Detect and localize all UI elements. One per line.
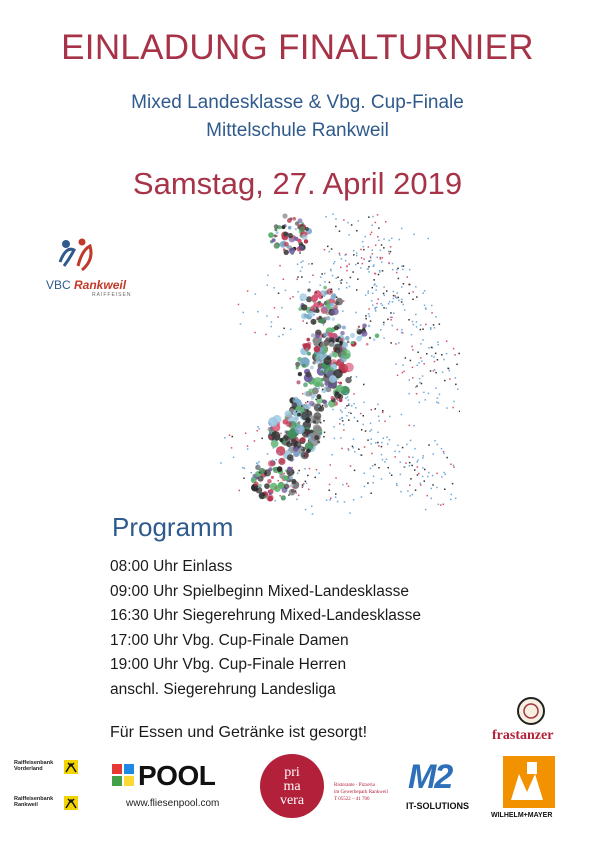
pool-url: www.fliesenpool.com <box>126 798 220 809</box>
primavera-logo <box>260 754 324 818</box>
program-item: 09:00 Uhr Spielbeginn Mixed-Landesklasse <box>110 582 409 600</box>
primavera-info <box>334 782 388 803</box>
page-title: EINLADUNG FINALTURNIER <box>61 28 534 67</box>
program-item: 16:30 Uhr Siegerehrung Mixed-Landesklasse <box>110 607 422 624</box>
wilhelm-mayer-logo-icon <box>503 756 555 808</box>
vbc-logo-sub: RAIFFEISEN <box>92 292 132 298</box>
raiffeisen-gable-icon <box>64 796 78 810</box>
m2-logo-sub: IT-SOLUTIONS <box>406 801 469 811</box>
wilhelm-mayer-text: WILHELM+MAYER <box>491 812 553 819</box>
vbc-logo-icon <box>52 236 100 276</box>
program-item: 08:00 Uhr Einlass <box>110 558 233 575</box>
raiffeisen-rankweil-logo <box>14 796 53 808</box>
raiffeisen-gable-icon <box>64 760 78 774</box>
program-item: 19:00 Uhr Vbg. Cup-Finale Herren <box>110 656 347 673</box>
raiffeisen-1-line1: Raiffeisenbank <box>14 760 54 766</box>
frastanzer-logo-text: frastanzer <box>492 728 554 743</box>
food-note: Für Essen und Getränke ist gesorgt! <box>110 724 368 741</box>
frastanzer-emblem-icon <box>516 696 546 726</box>
program-item: anschl. Siegerehrung Landesliga <box>110 680 336 698</box>
primavera-text-1: pri <box>284 765 300 780</box>
raiffeisen-2-line1: Raiffeisenbank <box>14 796 54 802</box>
volleyball-player-illustration <box>200 195 460 515</box>
primavera-line1: Ristorante · Pizzeria <box>334 783 375 788</box>
vbc-name: Rankweil <box>74 278 127 292</box>
raiffeisen-2-line2: Rankweil <box>14 802 38 808</box>
primavera-line2: im Gewerbepark Rankweil <box>334 790 388 795</box>
event-subtitle: Mixed Landesklasse & Vbg. Cup-Finale <box>131 92 464 113</box>
program-item: 17:00 Uhr Vbg. Cup-Finale Damen <box>110 631 349 649</box>
program-list <box>110 555 421 702</box>
raiffeisen-vorderland-logo <box>14 760 53 772</box>
program-heading: Programm <box>112 512 234 542</box>
primavera-text-3: vera <box>279 793 305 808</box>
vbc-logo-text <box>46 278 126 292</box>
venue: Mittelschule Rankweil <box>206 120 389 141</box>
raiffeisen-1-line2: Vorderland <box>14 766 43 772</box>
m2-logo: M2 <box>408 758 452 796</box>
primavera-line3: T 05522 – 41 700 <box>334 797 370 802</box>
pool-logo-text: POOL <box>138 760 216 791</box>
primavera-text-2: ma <box>283 779 301 794</box>
pool-squares-icon <box>112 764 134 786</box>
vbc-prefix: VBC <box>46 278 75 292</box>
event-date: Samstag, 27. April 2019 <box>132 166 463 201</box>
